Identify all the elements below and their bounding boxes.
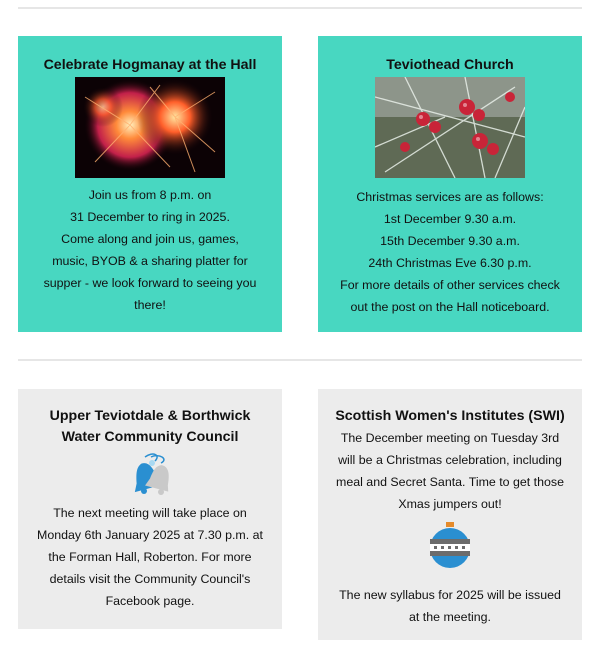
top-divider — [18, 7, 582, 9]
swi-line: will be a Christmas celebration, including — [338, 453, 562, 467]
church-line: 1st December 9.30 a.m. — [383, 212, 517, 226]
swi-line: at the meeting. — [409, 610, 491, 624]
church-body — [318, 186, 582, 318]
community-council-line: Monday 6th January 2025 at 7.30 p.m. at — [37, 528, 263, 542]
swi-card — [318, 389, 582, 640]
swi-body-bottom — [318, 584, 582, 628]
swi-line: meal and Secret Santa. Time to get those — [336, 475, 564, 489]
church-line: 24th Christmas Eve 6.30 p.m. — [368, 256, 532, 270]
swi-line: The December meeting on Tuesday 3rd — [340, 431, 560, 445]
community-council-line: the Forman Hall, Roberton. For more — [48, 550, 252, 564]
community-council-title-line2: Water Community Council — [61, 429, 239, 445]
hogmanay-body — [18, 184, 282, 316]
hogmanay-line: music, BYOB & a sharing platter for — [52, 254, 248, 268]
swi-title: Scottish Women's Institutes (SWI) — [335, 408, 565, 424]
community-council-title-line1: Upper Teviotdale & Borthwick — [49, 408, 251, 424]
hogmanay-line: supper - we look forward to seeing you — [43, 276, 257, 290]
church-line: For more details of other services check — [340, 278, 560, 292]
community-council-body — [18, 502, 282, 612]
community-council-card — [18, 389, 282, 629]
hogmanay-line: 31 December to ring in 2025. — [70, 210, 230, 224]
swi-line: Xmas jumpers out! — [398, 497, 502, 511]
christmas-bauble-icon — [428, 521, 472, 569]
community-council-line: details visit the Community Council's — [49, 572, 251, 586]
hogmanay-line: Come along and join us, games, — [61, 232, 239, 246]
church-line: Christmas services are as follows: — [356, 190, 544, 204]
church-card — [318, 36, 582, 332]
hogmanay-line: there! — [134, 298, 166, 312]
fireworks-photo — [75, 77, 225, 178]
christmas-bells-icon — [125, 451, 175, 497]
community-council-line: Facebook page. — [105, 594, 195, 608]
community-council-line: The next meeting will take place on — [53, 506, 247, 520]
church-title: Teviothead Church — [386, 57, 514, 73]
frosted-berries-photo — [375, 77, 525, 178]
swi-line: The new syllabus for 2025 will be issued — [339, 588, 561, 602]
hogmanay-title: Celebrate Hogmanay at the Hall — [43, 57, 257, 73]
swi-body-top — [318, 427, 582, 515]
church-line: 15th December 9.30 a.m. — [380, 234, 520, 248]
middle-divider — [18, 359, 582, 361]
hogmanay-line: Join us from 8 p.m. on — [88, 188, 212, 202]
hogmanay-card — [18, 36, 282, 332]
church-line: out the post on the Hall noticeboard. — [350, 300, 550, 314]
